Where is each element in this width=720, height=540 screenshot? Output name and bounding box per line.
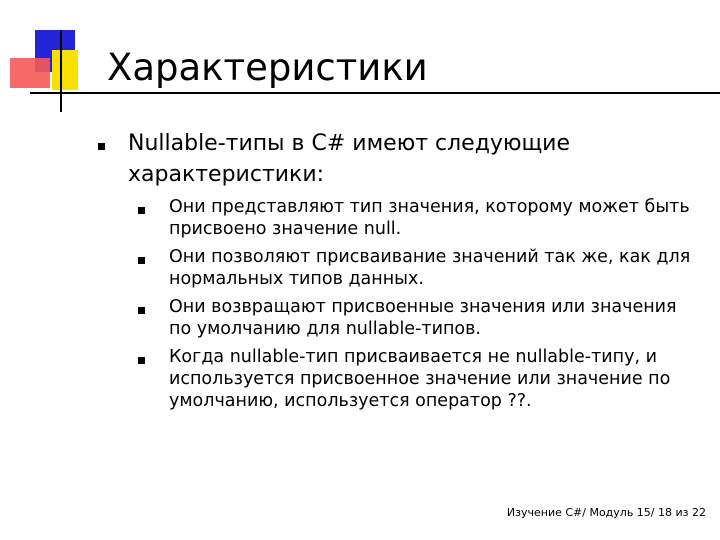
bullet-square-icon	[138, 257, 145, 264]
bullet-square-icon	[138, 207, 145, 214]
bullet-square-icon	[138, 307, 145, 314]
subbullet-text: Они возвращают присвоенные значения или значения по умолчанию для nullable-типов.	[169, 297, 677, 339]
subbullet-text: Они представляют тип значения, которому может быть присвоено значение null.	[169, 197, 690, 239]
subbullet-text: Они позволяют присваивание значений так же, как для нормальных типов данных.	[169, 247, 691, 289]
slide-title: Характеристики	[107, 46, 428, 89]
slide-title-area	[0, 0, 720, 110]
title-rule	[30, 92, 720, 94]
bullet-square-icon	[98, 143, 105, 150]
bullet-level1-text: Nullable-типы в C# имеют следующие характеристики:	[128, 131, 571, 187]
slide-footer: Изучение C#/ Модуль 15/ 18 из 22	[506, 506, 706, 519]
subbullet-text: Когда nullable-тип присваивается не nullable-типу, и используется присвоенное значение или значение по умолчанию, используется оператор ??.	[169, 347, 671, 411]
bullet-square-icon	[138, 357, 145, 364]
